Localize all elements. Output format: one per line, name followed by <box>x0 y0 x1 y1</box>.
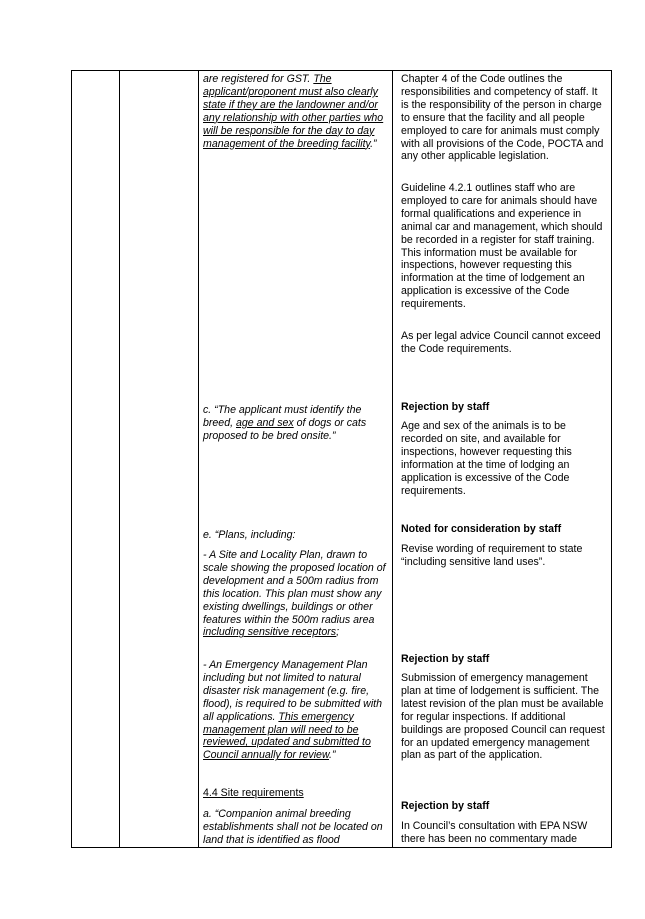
response-c-body <box>401 420 607 497</box>
emergency-plan-end-text: .” <box>329 749 336 762</box>
gst-paragraph <box>203 73 391 150</box>
response-e-emergency-body <box>401 672 607 762</box>
age-sex-text: age and sex <box>235 416 294 429</box>
response-e-site-heading <box>401 523 607 536</box>
guideline-paragraph <box>401 182 607 311</box>
site-plan-end-text: ; <box>336 626 340 639</box>
item-c-text: c. “The applicant must identify the breed, <box>203 404 362 429</box>
emergency-plan-paragraph <box>203 659 391 762</box>
sensitive-receptors-text: including sensitive receptors <box>203 626 337 639</box>
item-e-intro-text: e. “Plans, including: <box>203 529 296 541</box>
response-e-emergency-heading <box>401 653 607 666</box>
response-heading-text: Rejection by staff <box>401 653 490 665</box>
item-c-end-text: of dogs or cats proposed to be bred onsite.” <box>203 416 367 442</box>
landowner-requirement-text: The applicant/proponent must also clearly state if they are the landowner and/or any relationship with other parties who will be responsible for the day to day management of the breeding facility <box>203 73 384 150</box>
response-body-text: Age and sex of the animals is to be recorded on site, and available for inspections, however requesting this information at the time of lodging an application is excessive of the Code requirements. <box>401 420 572 497</box>
chapter-4-text: Chapter 4 of the Code outlines the responsibilities and competency of staff. It is the responsibility of the person in charge to ensure that the facility and all people employed to care for animals must comply with all provisions of the Code, POCTA and any other applicable legislation. <box>401 73 604 163</box>
annual-review-text: This emergency management plan will need to be reviewed, updated and submitted to Council annually for review <box>203 710 371 762</box>
response-body-text: Submission of emergency management plan at time of lodgement is sufficient. The latest revision of the plan must be available for regular inspections. If additional buildings are proposed Council can request for an updated emergency management plan as part of the application. <box>401 672 605 762</box>
response-4-4-body <box>401 820 607 846</box>
response-e-site-body <box>401 543 607 569</box>
response-heading-text: Noted for consideration by staff <box>401 523 562 535</box>
response-heading-text: Rejection by staff <box>401 800 490 812</box>
gst-end-text: .” <box>370 137 377 150</box>
table-cell-col1 <box>72 71 120 848</box>
item-e-intro <box>203 529 391 542</box>
site-plan-paragraph <box>203 549 391 639</box>
gst-text: are registered for GST. <box>203 73 314 85</box>
legal-advice-text: As per legal advice Council cannot exceed the Code requirements. <box>401 330 601 355</box>
guideline-text: Guideline 4.2.1 outlines staff who are employed to care for animals should have formal qualifications and experience in animal car and management, which should be recorded in a register for staff training. This information must be available for inspections, however requesting this information at the time of lodgement an application is excessive of the Code requirements. <box>401 182 603 311</box>
table-cell-col2 <box>120 71 199 848</box>
response-body-text: Revise wording of requirement to state “including sensitive land uses”. <box>401 543 583 568</box>
site-plan-text: - A Site and Locality Plan, drawn to scale showing the proposed location of development and a 500m radius from this location. This plan must show any existing dwellings, buildings or other features within the 500m radius area <box>203 549 386 626</box>
response-c-heading <box>401 401 607 414</box>
response-4-4-heading <box>401 800 607 813</box>
section-4-4-heading <box>203 787 391 800</box>
legal-advice-paragraph <box>401 330 607 356</box>
section-heading-text: 4.4 Site requirements <box>203 787 304 799</box>
item-c-paragraph <box>203 404 391 443</box>
emergency-plan-text: - An Emergency Management Plan including but not limited to natural disaster risk management (e.g. fire, flood), is required to be submitted with all applications. <box>203 659 383 723</box>
item-a-text: a. “Companion animal breeding establishments shall not be located on land that is identified as flood <box>203 808 383 846</box>
response-heading-text: Rejection by staff <box>401 401 490 413</box>
section-4-4-item-a <box>203 808 389 847</box>
response-body-text: In Council’s consultation with EPA NSW there has been no commentary made <box>401 820 588 845</box>
chapter-4-paragraph <box>401 73 607 163</box>
